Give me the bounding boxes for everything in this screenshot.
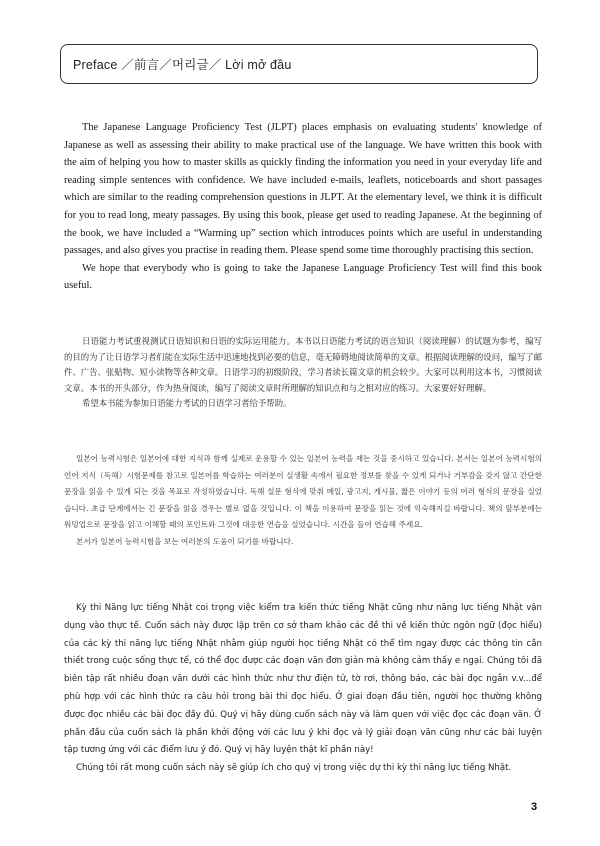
vietnamese-paragraph: Kỳ thi Năng lực tiếng Nhật coi trọng việc kiểm tra kiến thức tiếng Nhật cũng như năng lực tiếng Nhật vận dụng vào thực tế. Cuốn sách này được lập trên cơ sở tham khảo các đề thi về kiến thức ngôn ngữ (đọc hiểu) của các kỳ thi năng lực tiếng Nhật nhằm giúp người học tiếng Nhật có thể tìm ngay được các thông tin cần thiết trong cuộc sống thực tế, có thể đọc được các đoạn văn đơn giản mà không cảm thấy e ngại. Chúng tôi đã biên tập rất nhiều đoạn văn dưới các hình thức như thư điện tử, tờ rơi, thông báo, các bài đọc ngắn v.v...để phù hợp với các hình thức ra câu hỏi trong bài thi đọc hiểu. Ở giai đoạn đầu tiên, người học thường không được đọc nhiều các bài đọc đầy đủ. Quý vị hãy dùng cuốn sách này và làm quen với việc đọc các đoạn văn. Ở phần đầu của cuốn sách là phần khởi động với các lưu ý khi đọc và lý giải đoạn văn cũng như các bài luyện tập tương ứng với các điểm lưu ý đó. Quý vị hãy luyện thật kĩ phần này!: [64, 603, 542, 756]
english-paragraph: We hope that everybody who is going to take the Japanese Language Proficiency Test will find this book useful.: [64, 262, 542, 292]
english-paragraph: The Japanese Language Proficiency Test (JLPT) places emphasis on evaluating students' knowledge of Japanese as well as assessing their ability to make practical use of the language. We have written this book with the aim of helping you how to master skills as quickly finding the information you need in your everyday life and reading simple sentences with confidence. We have included e-mails, leaflets, noticeboards and short passages which are similar to the reading comprehension questions in JLPT. At the elementary level, we think it is difficult for you to read long, meaty passages. By using this book, please get used to reading Japanese. At the beginning of the book, we have included a “Warming up” section which introduces points which are useful in understanding passages, and also gives you practise in reading them. Please spend some time thoroughly practising this section.: [64, 122, 542, 257]
preface-header-box: [60, 44, 538, 84]
chinese-section: [64, 334, 542, 412]
korean-paragraph: 본서가 일본어 능력시험을 보는 여러분의 도움이 되기를 바랍니다.: [76, 536, 294, 546]
vietnamese-section: [64, 600, 542, 778]
chinese-paragraph: 希望本书能为参加日语能力考试的日语学习者给予帮助。: [82, 398, 292, 408]
korean-paragraph: 일본어 능력시험은 일본어에 대한 지식과 함께 실제로 운용할 수 있는 일본어 능력을 재는 것을 중시하고 있습니다. 본서는 일본어 능력시험의 언어 지식（독해）시험문제를 참고로 일본어를 학습하는 여러분이 실생활 속에서 필요한 정보를 찾을 수 있게 되거나 거부감을 갖지 않고 간단한 문장을 읽을 수 있게 되는 것을 목표로 작성하였습니다. 독해 설문 형식에 맞춰 메일, 광고지, 게시물, 짧은 이야기 등의 여러 형식의 문장을 실었습니다. 초급 단계에서는 긴 문장을 읽을 경우는 별로 없을 것입니다. 이 책을 이용하여 문장을 읽는 것에 익숙해지길 바랍니다. 책의 앞부분에는 워밍업으로 문장을 읽고 이해할 때의 포인트와 그것에 대응한 연습을 실었습니다. 시간을 들여 연습해 주세요.: [64, 454, 542, 530]
page-number: 3: [531, 801, 538, 813]
korean-section: [64, 451, 542, 551]
chinese-paragraph: 日语能力考试重视测试日语知识和日语的实际运用能力。本书以日语能力考试的语言知识（阅读理解）的试题为参考，编写的目的为了让日语学习者们能在实际生活中迅速地找到必要的信息，毫无障碍地阅读简单的文章。根据阅读理解的设问，编写了邮件、广告、张贴物、短小读物等各种文章。日语学习的初级阶段，学习者读长篇文章的机会较少。大家可以利用这本书，习惯阅读文章。本书的开头部分，作为热身阅读，编写了阅读文章时所理解的知识点和与之相对应的练习。大家要好好理解。: [64, 336, 542, 393]
english-section: [64, 119, 542, 295]
vietnamese-paragraph: Chúng tôi rất mong cuốn sách này sẽ giúp ích cho quý vị trong việc dự thi kỳ thi năng lực tiếng Nhật.: [76, 763, 512, 774]
page-title: Preface ／前言／머리글／ Lời mở đầu: [73, 58, 292, 72]
